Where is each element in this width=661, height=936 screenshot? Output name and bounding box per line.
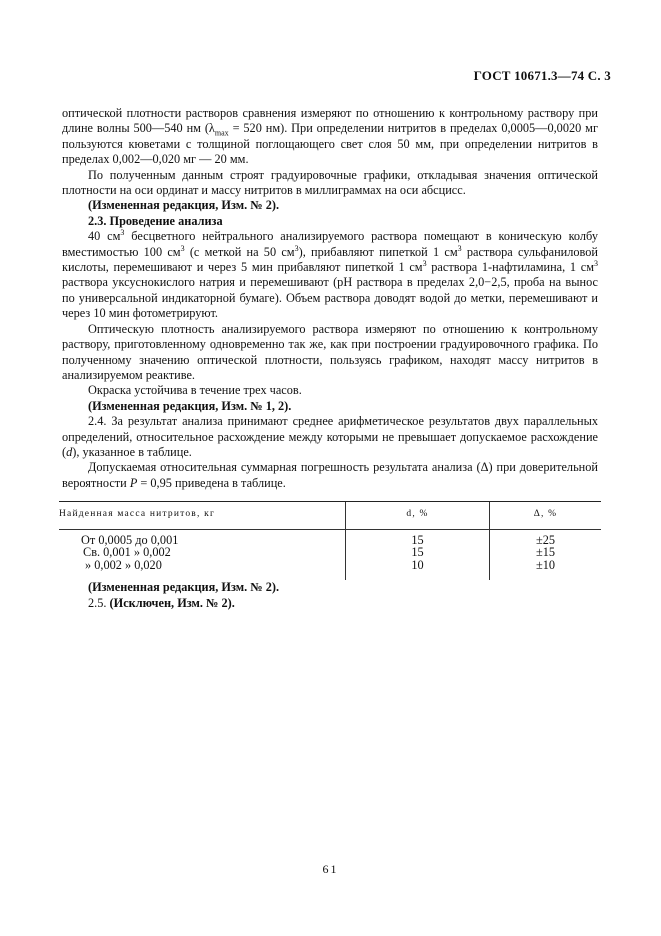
delta-value: ±15 [535, 545, 556, 560]
delta-value: ±10 [535, 557, 556, 572]
paragraph-measurement: оптической плотности растворов сравнения измеряют по отношению к контрольному раствору при длине волны 500—540 нм ($\lambda_{max} = 520$ нм). При определении нитритов в пределах 0,0005—0,0020 мг пользуются кюветами с толщиной поглощающего свет слоя 50 мм, при определении нитритов в пределах 0,002—0,020 мг — 20 мм. [62, 106, 598, 167]
amendment-note: (Измененная редакция, Изм. № 2). [88, 580, 280, 595]
tolerance-table [59, 501, 601, 580]
paragraph-optical-density: Оптическую плотность анализируемого раствора измеряют по отношению к контрольному раствору, приготовленному одновременно так же, как при построении градуировочного графика. По полученному значению оптической плотности, пользуясь графиком, находят массу нитритов в анализируемом реактиве. [62, 321, 598, 382]
paragraph-error: Допускаемая относительная суммарная погрешность результата анализа (Δ) при доверительной вероятности P = 0,95 приведена в таблице. [62, 460, 598, 490]
d-value: 15 [411, 532, 424, 547]
paragraph-color-stability: Окраска устойчива в течение трех часов. [88, 383, 302, 398]
section-heading-2-3: 2.3. Проведение анализа [88, 213, 223, 228]
d-values-cell [346, 529, 490, 580]
mass-range: Св. 0,001 » 0,002 [83, 545, 171, 560]
page-number: 61 [322, 862, 339, 876]
table-header-delta: Δ, % [490, 502, 602, 529]
section-2-5: 2.5. (Исключен, Изм. № 2). [88, 595, 235, 610]
d-value: 10 [411, 557, 424, 572]
paragraph-procedure: 40 $см^3$ бесцветного нейтрального анализируемого раствора помещают в коническую колбу вместимостью 100 $см^3$ (с меткой на 50 $см^3$), прибавляют пипеткой 1 $см^3$ раствора сульфаниловой кислоты, перемешивают и через 5 мин прибавляют пипеткой 1 $см^3$ раствора 1-нафтиламина, 1 $см^3$ раствора уксуснокислого натрия и перемешивают (pH раствора в пределах 2,0−2,5, проба на вынос по универсальной индикаторной бумаге). Объем раствора доводят водой до метки, перемешивают и через 10 мин фотометрируют. [62, 228, 599, 321]
delta-values-cell [490, 529, 602, 580]
table-header-mass: Найденная масса нитритов, кг [59, 502, 346, 529]
mass-range: От 0,0005 до 0,001 [81, 532, 179, 547]
page-header: ГОСТ 10671.3—74 С. 3 [473, 68, 611, 83]
paragraph-calibration-graphs: По полученным данным строят градуировочные графики, откладывая значения оптической плотности на оси ординат и массу нитритов в миллиграммах на оси абсцисс. [62, 167, 598, 198]
d-value: 15 [411, 545, 424, 560]
delta-value: ±25 [535, 532, 556, 547]
amendment-note: (Измененная редакция, Изм. № 1, 2). [88, 398, 292, 413]
table-row [59, 529, 601, 580]
amendment-note: (Измененная редакция, Изм. № 2). [88, 198, 280, 213]
mass-range-cell [59, 529, 346, 580]
table-header-d: d, % [346, 502, 490, 529]
paragraph-2-4: 2.4. За результат анализа принимают среднее арифметическое результатов двух параллельных определений, относительное расхождение между которыми не превышает допускаемое расхождение (d), указанное в таблице. [62, 414, 598, 459]
document-body [59, 106, 599, 611]
mass-range: » 0,002 » 0,020 [85, 557, 162, 572]
